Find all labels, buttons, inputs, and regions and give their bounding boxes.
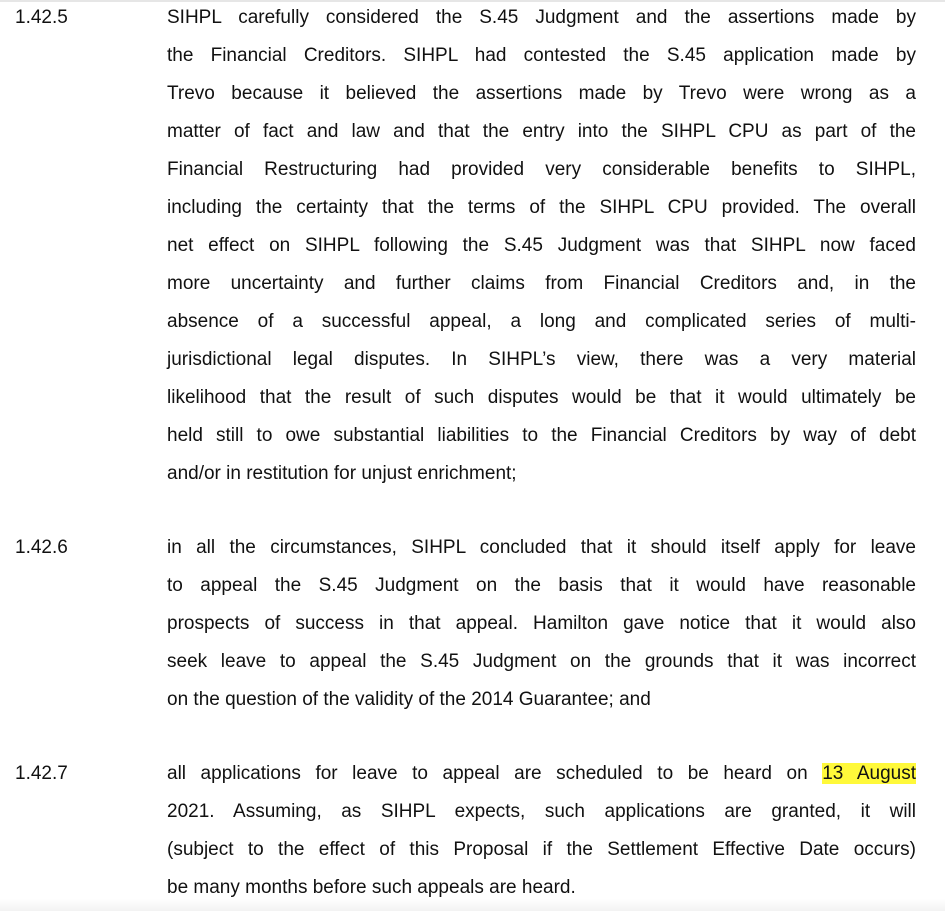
text-line: Trevo because it believed the assertions made by Trevo were wrong as a [167, 83, 916, 104]
text-line: absence of a successful appeal, a long and complicated series of multi- [167, 311, 916, 332]
text-line: 2021. Assuming, as SIHPL expects, such applications are granted, it will [167, 801, 916, 822]
paragraph-number: 1.42.5 [15, 7, 68, 28]
text-line: likelihood that the result of such disputes would be that it would ultimately be [167, 387, 916, 408]
text-line: in all the circumstances, SIHPL concluded that it should itself apply for leave [167, 537, 916, 558]
text-line: matter of fact and law and that the entry into the SIHPL CPU as part of the [167, 121, 916, 142]
text-line: Financial Restructuring had provided very considerable benefits to SIHPL, [167, 159, 916, 180]
text-line: prospects of success in that appeal. Hamilton gave notice that it would also [167, 613, 916, 634]
text-line: seek leave to appeal the S.45 Judgment on the grounds that it was incorrect [167, 651, 916, 672]
text-line: more uncertainty and further claims from Financial Creditors and, in the [167, 273, 916, 294]
text-line: the Financial Creditors. SIHPL had contested the S.45 application made by [167, 45, 916, 66]
paragraph-text [167, 0, 916, 493]
text-line: jurisdictional legal disputes. In SIHPL’s view, there was a very material [167, 349, 916, 370]
text-line: net effect on SIHPL following the S.45 Judgment was that SIHPL now faced [167, 235, 916, 256]
text-line: held still to owe substantial liabilities to the Financial Creditors by way of debt [167, 425, 916, 446]
text-line: be many months before such appeals are heard. [167, 877, 576, 898]
paragraph-text [167, 755, 916, 907]
highlighted-date: 13 August [822, 763, 916, 784]
text-line: SIHPL carefully considered the S.45 Judgment and the assertions made by [167, 7, 916, 28]
text-line: to appeal the S.45 Judgment on the basis that it would have reasonable [167, 575, 916, 596]
text-line: on the question of the validity of the 2014 Guarantee; and [167, 689, 651, 710]
text-line: (subject to the effect of this Proposal if the Settlement Effective Date occurs) [167, 839, 916, 860]
text-line: including the certainty that the terms of the SIHPL CPU provided. The overall [167, 197, 916, 218]
paragraph-number: 1.42.7 [15, 763, 68, 784]
page-bottom-edge [0, 899, 945, 911]
text-line [167, 755, 916, 793]
paragraph-number: 1.42.6 [15, 537, 68, 558]
text-line: and/or in restitution for unjust enrichment; [167, 463, 517, 484]
paragraph-text [167, 529, 916, 719]
text-line-start: all applications for leave to appeal are scheduled to be heard on [167, 763, 808, 784]
